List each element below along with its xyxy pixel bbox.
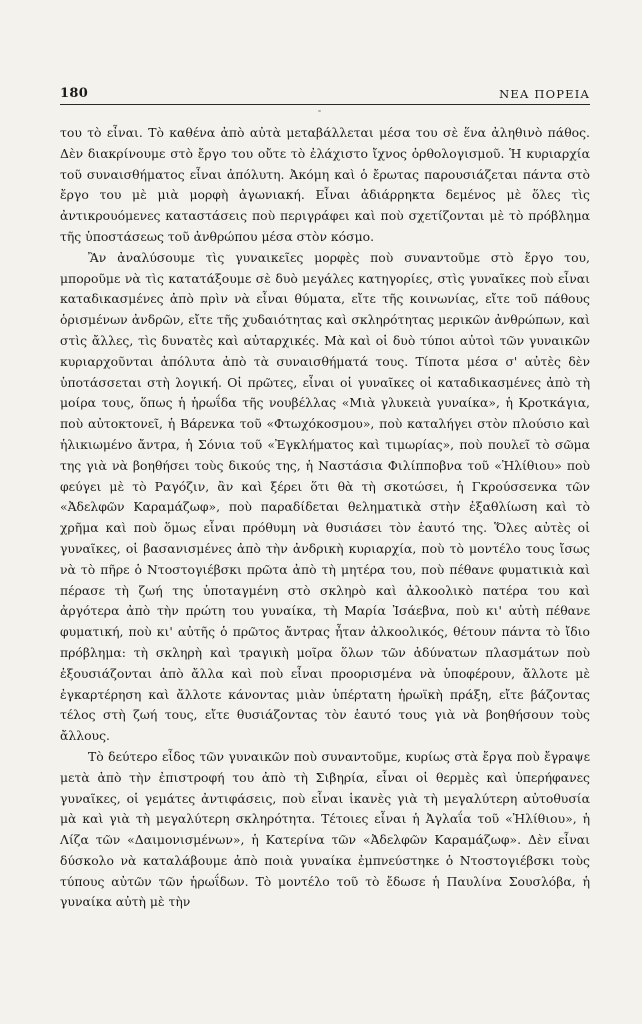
running-header (60, 86, 590, 106)
body-text (60, 123, 590, 913)
page-number: 180 (60, 86, 89, 101)
paragraph-2: Ἂν ἀναλύσουμε τὶς γυναικεῖες μορφὲς ποὺ συναντοῦμε στὸ ἔργο του, μποροῦμε νὰ τὶς κατατάξουμε σὲ δυὸ μεγάλες κατηγορίες, στὶς γυναῖκες ποὺ εἶναι καταδικασμένες ἀπὸ πρὶν νὰ εἶναι θύματα, εἴτε τῆς κοινωνίας, εἴτε τοῦ πάθους ὁρισμένων ἀνδρῶν, εἴτε τῆς χυδαιότητας καὶ σκληρότητας μερικῶν ἀνθρώπων, καὶ στὶς ἄλλες, τὶς δυνατὲς καὶ αὐταρχικές. Μὰ καὶ οἱ δυὸ τύποι αὐτοὶ τῶν γυναικῶν κυριαρχοῦνται ἀπόλυτα ἀπὸ τὰ συναισθήματά τους. Τίποτα μέσα σ' αὐτὲς δὲν ὑποτάσσεται στὴ λογική. Οἱ πρῶτες, εἶναι οἱ γυναῖκες οἱ καταδικασμένες ἀπὸ τὴ μοίρα τους, ὅπως ἡ ἡρωΐδα τῆς νουβέλλας «Μιὰ γλυκειὰ γυναίκα», ἡ Κροτκάγια, ποὺ αὐτοκτονεῖ, ἡ Βάρενκα τοῦ «Φτωχόκοσμου», ποὺ καταλήγει στὸν πλούσιο καὶ ἡλικιωμένο ἄντρα, ἡ Σόνια τοῦ «Ἐγκλήματος καὶ τιμωρίας», ποὺ πουλεῖ τὸ σῶμα της γιὰ νὰ βοηθήσει τοὺς δικούς της, ἡ Ναστάσια Φιλίπποβνα τοῦ «Ἠλίθιου» ποὺ φεύγει μὲ τὸ Ραγόζιν, ἂν καὶ ξέρει ὅτι θὰ τὴ σκοτώσει, ἡ Γκρούσσενκα τῶν «Ἀδελφῶν Καραμάζωφ», ποὺ παραδίδεται θεληματικὰ στὴν ἐξαθλίωση καὶ τὸ χρῆμα καὶ ποὺ ὅμως εἶναι πρόθυμη νὰ θυσιάσει τὸν ἑαυτό της. Ὅλες αὐτὲς οἱ γυναῖκες, οἱ βασανισμένες ἀπὸ τὴν ἀνδρικὴ κυριαρχία, ποὺ τὸ μοντέλο τους ἴσως νὰ τὸ πῆρε ὁ Ντοστογιέβσκι πρῶτα ἀπὸ τὴ μητέρα του, ποὺ πέθανε φυματικιὰ καὶ πέρασε τὴ ζωή της ὑποταγμένη στὸ σκληρὸ καὶ ἀλκοολικὸ πατέρα του καὶ ἀργότερα ἀπὸ τὴν πρώτη του γυναίκα, τὴ Μαρία Ἰσάεβνα, ποὺ κι' αὐτὴ πέθανε φυματική, ποὺ κι' αὐτῆς ὁ πρῶτος ἄντρας ἦταν ἀλκοολικός, θέτουν πάντα τὸ ἴδιο πρόβλημα: τὴ σκληρὴ καὶ τραγικὴ μοῖρα ὅλων τῶν ἀδύνατων πλασμάτων ποὺ ἐξουσιάζονται ἀπὸ ἄλλα καὶ ποὺ εἶναι προορισμένα νὰ ὑποφέρουν, ἄλλοτε μὲ ἐγκαρτέρηση καὶ ἄλλοτε κάνοντας μιὰν ὑπέρτατη ἡρωϊκὴ πράξη, εἴτε βάζοντας τέλος στὴ ζωή τους, εἴτε θυσιάζοντας τὸν ἑαυτό τους γιὰ νὰ βοηθήσουν τοὺς ἄλλους. (60, 249, 590, 744)
paragraph-1: του τὸ εἶναι. Τὸ καθένα ἀπὸ αὐτὰ μεταβάλλεται μέσα του σὲ ἕνα ἀληθινὸ πάθος. Δὲν διακρίνουμε στὸ ἔργο του οὔτε τὸ ἐλάχιστο ἴχνος ὀρθολογισμοῦ. Ἡ κυριαρχία τοῦ συναισθήματος εἶναι ἀπόλυτη. Ἀκόμη καὶ ὁ ἔρωτας παρουσιάζεται πάντα στὸ ἔργο του μὲ μιὰ μορφὴ ἀγωνιακή. Εἶναι ἀδιάρρηκτα δεμένος μὲ ὅλες τὶς ἀντικρουόμενες καταστάσεις ποὺ περιγράφει καὶ ποὺ σχετίζονται μὲ τὸ πρόβλημα τῆς ὑποστάσεως τοῦ ἀνθρώπου μέσα στὸν κόσμο. (60, 125, 590, 244)
paragraph-3: Τὸ δεύτερο εἶδος τῶν γυναικῶν ποὺ συναντοῦμε, κυρίως στὰ ἔργα ποὺ ἔγραψε μετὰ ἀπὸ τὴν ἐπιστροφή του ἀπὸ τὴ Σιβηρία, εἶναι οἱ θερμὲς καὶ ὑπερήφανες γυναῖκες, οἱ γεμάτες ἀντιφάσεις, ποὺ εἶναι ἱκανὲς γιὰ τὴ μεγαλύτερη αὐτοθυσία μὰ καὶ γιὰ τὴ μεγαλύτερη σκληρότητα. Τέτοιες εἶναι ἡ Ἀγλαΐα τοῦ «Ἠλίθιου», ἡ Λίζα τῶν «Δαιμονισμένων», ἡ Κατερίνα τῶν «Ἀδελφῶν Καραμάζωφ». Δὲν εἶναι δύσκολο νὰ καταλάβουμε ἀπὸ ποιὰ γυναίκα ἐμπνεύστηκε ὁ Ντοστογιέβσκι τοὺς τύπους αὐτῶν τῶν ἡρωΐδων. Τὸ μοντέλο τοῦ τὸ ἔδωσε ἡ Παυλίνα Σουσλόβα, ἡ γυναίκα αὐτὴ μὲ τὴν (60, 748, 590, 910)
ink-speck (318, 110, 321, 112)
header-rule (60, 104, 590, 105)
journal-title: ΝΕΑ ΠΟΡΕΙΑ (499, 87, 590, 101)
